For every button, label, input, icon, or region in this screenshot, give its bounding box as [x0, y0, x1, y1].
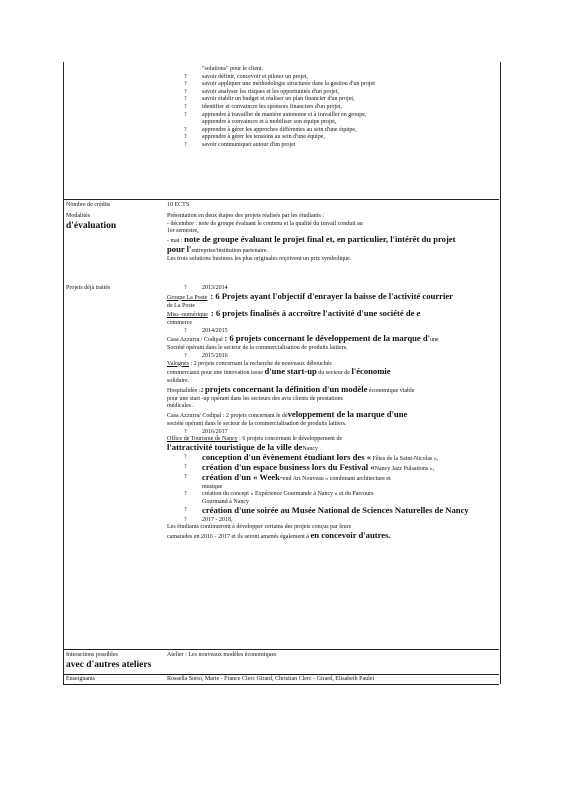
- objectives-list: [167, 66, 495, 150]
- row-divider: [63, 199, 499, 200]
- list-item: ? création d'une soirée au Musée National de Sciences Naturelles de Nancy: [184, 504, 469, 515]
- row-divider: [63, 649, 499, 650]
- evaluation-label: Modalités: [66, 213, 90, 219]
- projects-label: Projets déjà traités: [66, 285, 111, 291]
- credits-value: 10 ECTS: [167, 202, 190, 208]
- interactions-value: Atelier : Les nouveaux modèles économiques: [167, 652, 277, 658]
- list-item: ? savoir établir un budget et réaliser un plan financier d'un projet,: [184, 96, 355, 103]
- list-item: ? apprendre à travailler de manière autonome et à travailler en groupe,: [184, 111, 367, 118]
- list-item: ? savoir appliquer une méthodologie structurée dans la gestion d'un projet: [184, 81, 375, 88]
- year-heading: 2016/2017: [202, 428, 228, 435]
- bullet-icon: ?: [184, 327, 187, 334]
- bullet-icon: ?: [184, 141, 187, 148]
- year-heading: 2015/2016: [202, 352, 228, 359]
- bullet-icon: ?: [184, 516, 187, 523]
- bullet-icon: ?: [184, 285, 187, 291]
- year-heading: 2013/2014: [202, 285, 228, 291]
- bullet-icon: ?: [184, 506, 187, 513]
- teachers-value: Rossella Sorio, Marie - France Clerc Girard, Christian Clerc - Girard, Elisabeth Paulet: [167, 676, 375, 682]
- bullet-icon: ?: [184, 491, 187, 498]
- interactions-label: Interactions possibles: [66, 652, 118, 658]
- bullet-icon: ?: [184, 463, 187, 470]
- bullet-icon: ?: [184, 103, 187, 110]
- objective-intro: "solutions" pour le client.: [202, 66, 264, 72]
- row-divider: [63, 684, 499, 685]
- bullet-icon: ?: [184, 81, 187, 88]
- evaluation-text: Présentation en deux étapes des projets réalisés par les étudiants : - décembre : note de groupe évaluant le contenu et la qualité du travail conduit au 1er semestre, - mai : note de groupe évaluant le projet final et, en particulier, l'intérêt du projet pour l'entreprise/institution partenaire. Les trois solutions business les plus originales reçoivent un prix symbolique.: [167, 213, 456, 262]
- list-item: ? identifier et convaincre les sponsors financiers d'un projet,: [184, 103, 343, 110]
- bullet-icon: ?: [184, 126, 187, 133]
- year-heading: 2017 - 2018,: [202, 516, 233, 523]
- bullet-icon: ?: [184, 88, 187, 95]
- list-item: ? conception d'un évènement étudiant lors des « Fêtes de la Saint-Nicolas »,: [184, 451, 439, 462]
- list-item: ? apprendre à gérer les approches différentes au sein d'une équipe,: [184, 126, 357, 133]
- list-item: ? création d'un « Week-end Art Nouveau » combinant architecture et: [184, 471, 391, 482]
- bullet-icon: ?: [184, 473, 187, 480]
- list-item: ? création d'un espace business lors du Festival «Nancy Jazz Pulsations »,: [184, 461, 435, 472]
- bullet-icon: ?: [184, 111, 187, 118]
- list-item: ? savoir définir, concevoir et piloter un projet,: [184, 73, 309, 80]
- year-heading: 2014/2015: [202, 327, 228, 334]
- list-item: ? savoir analyser les risques et les opportunités d'un projet,: [184, 88, 339, 95]
- teachers-label: Enseignants: [66, 676, 95, 682]
- bullet-icon: ?: [184, 134, 187, 141]
- list-item: ? apprendre à gérer les tensions au sein d'une équipe,: [184, 134, 325, 141]
- credits-label: Nombre de crédits: [66, 202, 111, 208]
- bullet-icon: ?: [184, 73, 187, 80]
- projects-text: ? 2013/2014 Groupe La Poste : 6 Projets ayant l'objectif d'enrayer la baisse de l'activité courrier de La Poste Miss -numérique : 6 projets finalisés à accroître l'activité d'une société de e commerce ? 2014/2015 Casa Azzurra / Codipal : 6 projets concernant le développement de la marque d'une Société opérant dans le secteur de la commercialisation de produits laitiers. ? 2015/2016 Valognes : 2 projets concernant la recherche de nouveaux débouchés commerciaux pour une innovation issue d'une start-up du secteur de l'économie solidaire. Hospitalidée :2 projets concernant la définition d'un modèle économique viable pour une start -up opérant dans les secteurs des avis clients de prestations médicales . Casa Azzurra/ Codipal : 2 projets concernant le développement de la marque d'une société opérant dans le secteur de la commercialisation de produits laitiers. ? 2016/2017 Office de Tourisme de Nancy : 6 projets concernant le développement de l'attractivité touristique de la ville deNancy ? conception d'un évènement étudiant lors des « Fêtes de la Saint-Nicolas », ? création d'un espace business lors du Festival «Nancy Jazz Pulsations », ? création d'un « Week-end Art Nouveau » combinant architecture et musique ? création du concept « Expérience Gourmande à Nancy » et du Parcours Gourmand à Nancy ? création d'une soirée au Musée National de Sciences Naturelles de Nancy ? 2017 - 2018, Les étudiants continueront à développer certains des projets conçus par leurs camarades en 2016 - 2017 et ils seront amenés également à en concevoir d'autres.: [167, 285, 495, 542]
- bullet-icon: ?: [184, 352, 187, 359]
- list-item: ? savoir communiquer autour d'un projet: [184, 141, 296, 148]
- evaluation-label-bold: d'évaluation: [66, 221, 117, 231]
- row-divider: [63, 674, 499, 675]
- list-item: apprendre à convaincre et à mobiliser son équipe projet,: [202, 119, 337, 126]
- bullet-icon: ?: [184, 428, 187, 435]
- list-item: ? création du concept « Expérience Gourmande à Nancy » et du Parcours: [184, 491, 374, 498]
- bullet-icon: ?: [184, 453, 187, 460]
- interactions-label-bold: avec d'autres ateliers: [66, 660, 152, 670]
- bullet-icon: ?: [184, 96, 187, 103]
